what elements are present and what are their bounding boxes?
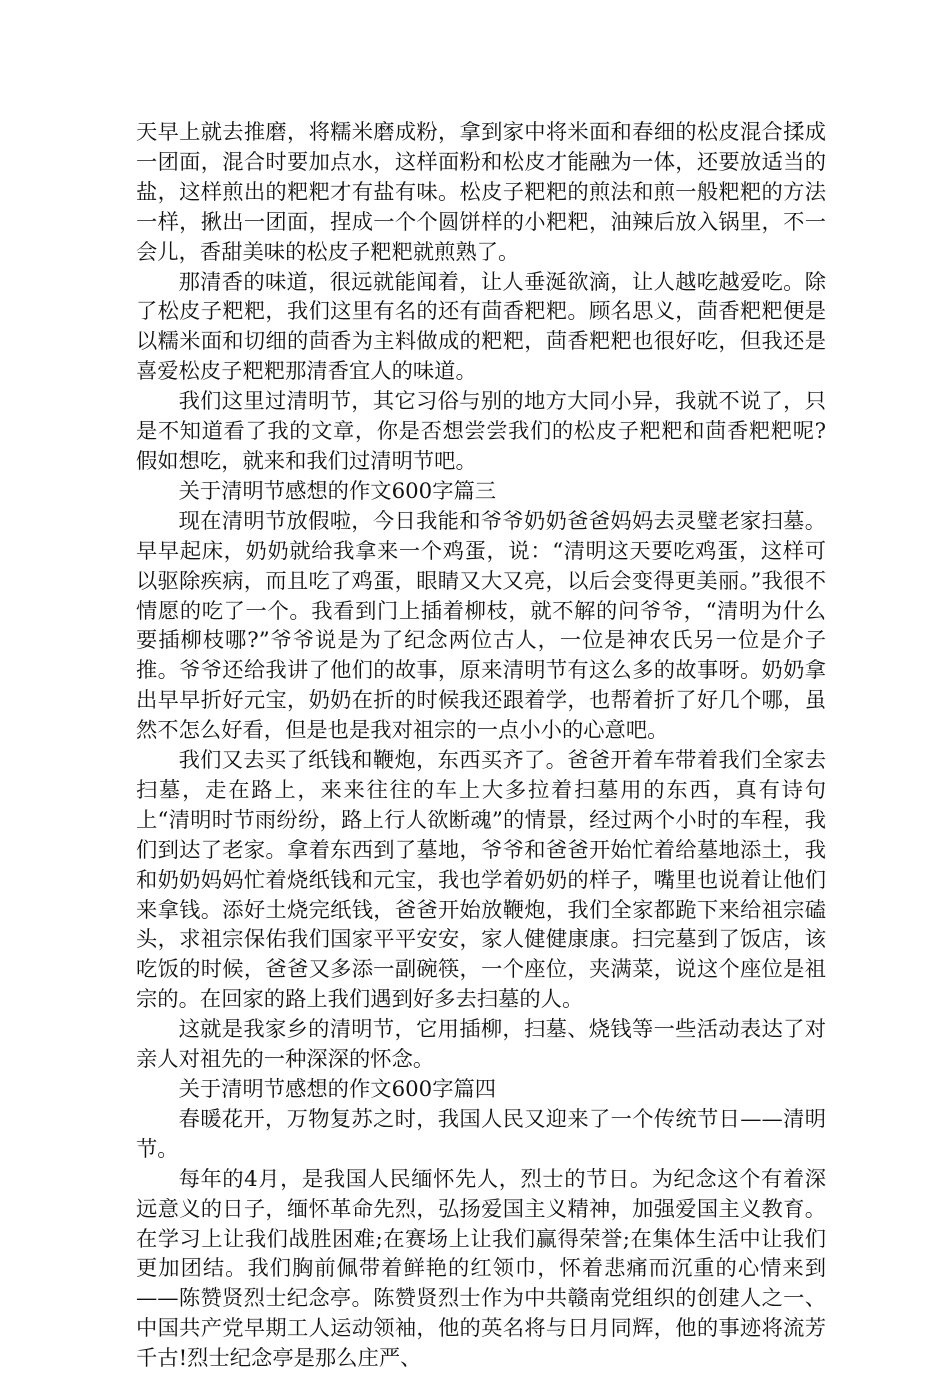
paragraph: 那清香的味道，很远就能闻着，让人垂涎欲滴，让人越吃越爱吃。除了松皮子粑粑，我们这里有名的还有茴香粑粑。顾名思义，茴香粑粑便是以糯米面和切细的茴香为主料做成的粑粑，茴香粑粑也很好吃，但我还是喜爱松皮子粑粑那清香宜人的味道。 bbox=[136, 269, 826, 385]
paragraph: 现在清明节放假啦，今日我能和爷爷奶奶爸爸妈妈去灵璧老家扫墓。早早起床，奶奶就给我拿来一个鸡蛋，说：“清明这天要吃鸡蛋，这样可以驱除疾病，而且吃了鸡蛋，眼睛又大又亮，以后会变得更美丽。”我很不情愿的吃了一个。我看到门上插着柳枝，就不解的问爷爷，“清明为什么要插柳枝哪?”爷爷说是为了纪念两位古人，一位是神农氏另一位是介子推。爷爷还给我讲了他们的故事，原来清明节有这么多的故事呀。奶奶拿出早早折好元宝，奶奶在折的时候我还跟着学，也帮着折了好几个哪，虽然不怎么好看，但是也是我对祖宗的一点小小的心意吧。 bbox=[136, 508, 826, 744]
paragraph: 每年的4月，是我国人民缅怀先人，烈士的节日。为纪念这个有着深远意义的日子，缅怀革命先烈，弘扬爱国主义精神，加强爱国主义教育。在学习上让我们战胜困难;在赛场上让我们赢得荣誉;在集体生活中让我们更加团结。我们胸前佩带着鲜艳的红领巾，怀着悲痛而沉重的心情来到——陈赞贤烈士纪念亭。陈赞贤烈士作为中共赣南党组织的创建人之一、中国共产党早期工人运动领袖，他的英名将与日月同辉，他的事迹将流芳千古!烈士纪念亭是那么庄严、 bbox=[136, 1166, 826, 1372]
paragraph: 春暖花开，万物复苏之时，我国人民又迎来了一个传统节日——清明节。 bbox=[136, 1106, 826, 1162]
section-heading: 关于清明节感想的作文600字篇四 bbox=[178, 1077, 497, 1102]
paragraph: 我们这里过清明节，其它习俗与别的地方大同小异，我就不说了，只是不知道看了我的文章，你是否想尝尝我们的松皮子粑粑和茴香粑粑呢?假如想吃，就来和我们过清明节吧。 bbox=[136, 389, 826, 474]
section-heading: 关于清明节感想的作文600字篇三 bbox=[178, 478, 497, 504]
paragraph: 这就是我家乡的清明节，它用插柳，扫墓、烧钱等一些活动表达了对亲人对祖先的一种深深的怀念。 bbox=[136, 1017, 826, 1073]
document-body bbox=[136, 118, 826, 1374]
paragraph: 我们又去买了纸钱和鞭炮，东西买齐了。爸爸开着车带着我们全家去扫墓，走在路上，来来往往的车上大多拉着扫墓用的东西，真有诗句上“清明时节雨纷纷，路上行人欲断魂”的情景，经过两个小时的车程，我们到达了老家。拿着东西到了墓地，爷爷和爸爸开始忙着给墓地添土，我和奶奶妈妈忙着烧纸钱和元宝，我也学着奶奶的样子，嘴里也说着让他们来拿钱。添好土烧完纸钱，爸爸开始放鞭炮，我们全家都跪下来给祖宗磕头，求祖宗保佑我们国家平平安安，家人健健康康。扫完墓到了饭店，该吃饭的时候，爸爸又多添一副碗筷，一个座位，夹满菜，说这个座位是祖宗的。在回家的路上我们遇到好多去扫墓的人。 bbox=[136, 748, 826, 1013]
paragraph: 天早上就去推磨，将糯米磨成粉，拿到家中将米面和春细的松皮混合揉成一团面，混合时要加点水，这样面粉和松皮才能融为一体，还要放适当的盐，这样煎出的粑粑才有盐有味。松皮子粑粑的煎法和煎一般粑粑的方法一样，揪出一团面，捏成一个个圆饼样的小粑粑，油辣后放入锅里，不一会儿，香甜美味的松皮子粑粑就煎熟了。 bbox=[136, 120, 826, 265]
